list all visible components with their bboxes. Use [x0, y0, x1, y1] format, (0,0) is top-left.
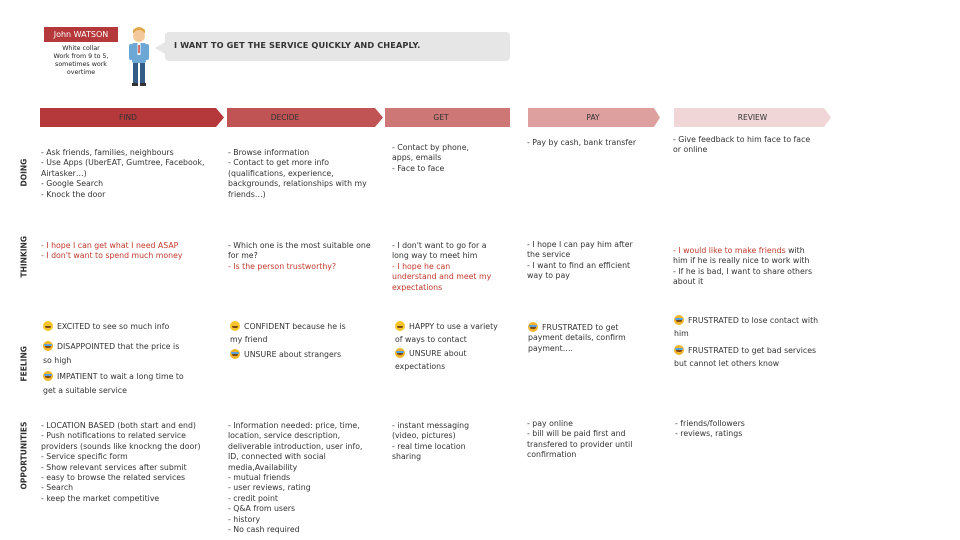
- text-line: - Contact to get more info: [228, 158, 329, 168]
- persona-desc-line: Work from 9 to 5,: [53, 53, 109, 60]
- mood-label: EXCITED: [57, 322, 91, 331]
- text-line: - pay online: [527, 419, 573, 428]
- text-line: deliverable introduction, user info,: [228, 441, 363, 451]
- feeling-decide: [230, 322, 388, 360]
- text-line: to get bad services: [738, 345, 817, 355]
- opportunities-decide: [228, 421, 386, 535]
- text-line: of ways to contact: [395, 335, 467, 345]
- text-line: - keep the market competitive: [41, 493, 160, 503]
- stage-label: GET: [433, 113, 449, 122]
- persona-name-tag: John WATSON: [44, 27, 118, 42]
- persona-quote: I WANT TO GET THE SERVICE QUICKLY AND CHEAPLY.: [174, 40, 421, 50]
- stage-pay: [528, 108, 658, 127]
- text-line: for me?: [228, 251, 258, 261]
- opportunities-pay: [527, 419, 667, 461]
- text-line: - bill will be paid first and: [527, 429, 626, 439]
- text-line: - No cash required: [228, 525, 300, 535]
- doing-get: [392, 143, 522, 174]
- feeling-get: [395, 322, 525, 373]
- text-line: - Face to face: [392, 163, 445, 173]
- crying-face-icon: [674, 345, 684, 355]
- text-line: friends…): [228, 189, 266, 199]
- text-line: - I don't want to go for a: [392, 241, 487, 250]
- mood-label: UNSURE: [409, 348, 442, 358]
- text-line: about: [441, 348, 467, 358]
- text-line: expectations: [395, 362, 446, 372]
- stage-decide: [227, 108, 343, 127]
- text-line: to wait a long time to: [97, 372, 184, 382]
- text-line: sharing: [392, 452, 422, 462]
- text-line: transfered to provider until: [527, 439, 633, 449]
- text-line: or online: [673, 145, 708, 155]
- text-line: - Google Search: [41, 179, 104, 189]
- text-line: confirmation: [527, 450, 577, 460]
- stage-label: REVIEW: [737, 113, 768, 122]
- text-line: - Search: [41, 483, 74, 493]
- mood-label: FRUSTRATED: [688, 316, 739, 325]
- text-line: - I hope I can pay him after: [527, 240, 633, 249]
- mood-label: CONFIDENT: [244, 322, 290, 331]
- speech-bubble-tail: [155, 42, 165, 54]
- text-line: understand and meet my: [392, 272, 492, 282]
- text-line: expectations: [392, 282, 443, 292]
- text-line: - Contact by phone,: [392, 143, 470, 152]
- opportunities-get: [392, 421, 522, 463]
- text-line: (video, pictures): [392, 431, 456, 441]
- crying-face-icon: [43, 371, 53, 381]
- feeling-pay: [528, 323, 668, 354]
- text-line: - mutual friends: [228, 473, 291, 483]
- stage-label: PAY: [586, 113, 600, 122]
- persona-desc-line: overtime: [66, 69, 96, 76]
- text-highlight: - I would like to make friends: [673, 246, 786, 255]
- text-line: to see so much info: [90, 322, 170, 331]
- doing-review: [673, 135, 838, 156]
- text-line: - Push notifications to related service: [41, 431, 186, 441]
- text-line: - Show relevant services after submit: [41, 462, 187, 472]
- row-label-opportunities: OPPORTUNITIES: [19, 421, 29, 490]
- text-line: payment details, confirm: [528, 333, 626, 343]
- stage-label: DECIDE: [270, 113, 300, 122]
- thinking-get: [392, 241, 522, 293]
- row-label-thinking: THINKING: [19, 236, 29, 278]
- crying-face-icon: [395, 348, 405, 358]
- thinking-find: [41, 241, 226, 262]
- stage-label: FIND: [119, 113, 137, 122]
- text-line: - real time location: [392, 441, 466, 451]
- doing-decide: [228, 148, 386, 200]
- text-line: - Which one is the most suitable one: [228, 241, 371, 250]
- text-line: Airtasker…): [41, 168, 87, 178]
- persona-desc-line: White collar: [62, 45, 100, 52]
- text-line: - history: [228, 514, 261, 524]
- text-line: - Browse information: [228, 148, 310, 157]
- text-line: long way to meet him: [392, 251, 478, 261]
- stage-find: [40, 108, 216, 127]
- text-line: - LOCATION BASED (both start and end): [41, 421, 196, 430]
- thinking-decide: [228, 241, 386, 272]
- crying-face-icon: [43, 341, 53, 351]
- happy-face-icon: [43, 321, 53, 331]
- text-line: apps, emails: [392, 153, 442, 163]
- text-line: - reviews, ratings: [675, 429, 743, 439]
- text-line: him: [674, 329, 689, 339]
- text-line: - Ask friends, families, neighbours: [41, 148, 174, 157]
- text-line: (qualifications, experience,: [228, 168, 334, 178]
- text-line: because he is: [289, 322, 346, 331]
- mood-label: DISAPPOINTED: [57, 342, 116, 352]
- opportunities-find: [41, 421, 226, 504]
- text-line: - Pay by cash, bank transfer: [527, 138, 637, 147]
- doing-find: [41, 148, 226, 200]
- text-line: - Knock the door: [41, 189, 106, 199]
- text-line: my friend: [230, 335, 268, 345]
- text-line: so high: [43, 355, 72, 365]
- crying-face-icon: [528, 322, 538, 332]
- text-line: - easy to browse the related services: [41, 473, 186, 483]
- thinking-pay: [527, 240, 667, 282]
- persona-desc-line: sometimes work: [55, 61, 107, 68]
- text-line: ID, connected with social: [228, 452, 326, 462]
- crying-face-icon: [230, 349, 240, 359]
- text-line: - I want to find an efficient: [527, 260, 631, 270]
- text-line: providers (sounds like knockng the door): [41, 441, 201, 451]
- persona-description: [40, 45, 122, 77]
- text-line: to get: [592, 323, 619, 332]
- text-line: backgrounds, relationships with my: [228, 179, 367, 189]
- text-line: payment….: [528, 343, 574, 353]
- text-line: him if he is really nice to work with: [673, 256, 810, 266]
- mood-label: FRUSTRATED: [688, 345, 739, 355]
- text-line: about strangers: [276, 349, 342, 359]
- feeling-review: [674, 316, 844, 370]
- text-line: - Give feedback to him face to face: [673, 135, 811, 144]
- stage-review: [674, 108, 831, 127]
- text-line: - friends/followers: [675, 419, 745, 428]
- opportunities-review: [675, 419, 840, 440]
- stage-get: [385, 108, 497, 127]
- text-line: - Use Apps (UberEAT, Gumtree, Facebook,: [41, 158, 205, 168]
- crying-face-icon: [674, 315, 684, 325]
- text-line: - I hope I can get what I need ASAP: [41, 241, 179, 250]
- text-line: - user reviews, rating: [228, 483, 311, 493]
- text-line: - credit point: [228, 493, 278, 503]
- text-line: - Q&A from users: [228, 504, 296, 514]
- row-label-doing: DOING: [19, 158, 29, 187]
- text-line: - instant messaging: [392, 421, 470, 430]
- text-line: - I don't want to spend much money: [41, 251, 183, 261]
- mood-label: UNSURE: [244, 349, 277, 359]
- row-label-feeling: FEELING: [19, 346, 29, 382]
- mood-label: FRUSTRATED: [542, 323, 593, 332]
- text-line: to use a variety: [434, 322, 498, 331]
- text-line: - Information needed: price, time,: [228, 421, 360, 430]
- text-line: the service: [527, 250, 571, 260]
- text-line: - If he is bad, I want to share others: [673, 266, 813, 276]
- persona-avatar-icon: [127, 24, 151, 88]
- thinking-review: [673, 246, 838, 288]
- happy-face-icon: [395, 321, 405, 331]
- text-line: that the price is: [115, 342, 180, 352]
- doing-pay: [527, 138, 667, 148]
- text-line: about it: [673, 277, 704, 287]
- text-line: - I hope he can: [392, 261, 451, 271]
- text-line: to lose contact with: [738, 316, 819, 325]
- text-line: - Is the person trustworthy?: [228, 261, 337, 271]
- text-line: location, service description,: [228, 431, 341, 441]
- text-line: with: [785, 246, 805, 255]
- mood-label: HAPPY: [409, 322, 435, 331]
- feeling-find: [43, 322, 223, 396]
- mood-label: IMPATIENT: [57, 372, 98, 382]
- text-line: get a suitable service: [43, 385, 127, 395]
- text-line: - Service specific form: [41, 452, 128, 462]
- text-line: way to pay: [527, 271, 570, 281]
- happy-face-icon: [230, 321, 240, 331]
- text-line: but cannot let others know: [674, 359, 780, 369]
- text-line: media,Availability: [228, 462, 298, 472]
